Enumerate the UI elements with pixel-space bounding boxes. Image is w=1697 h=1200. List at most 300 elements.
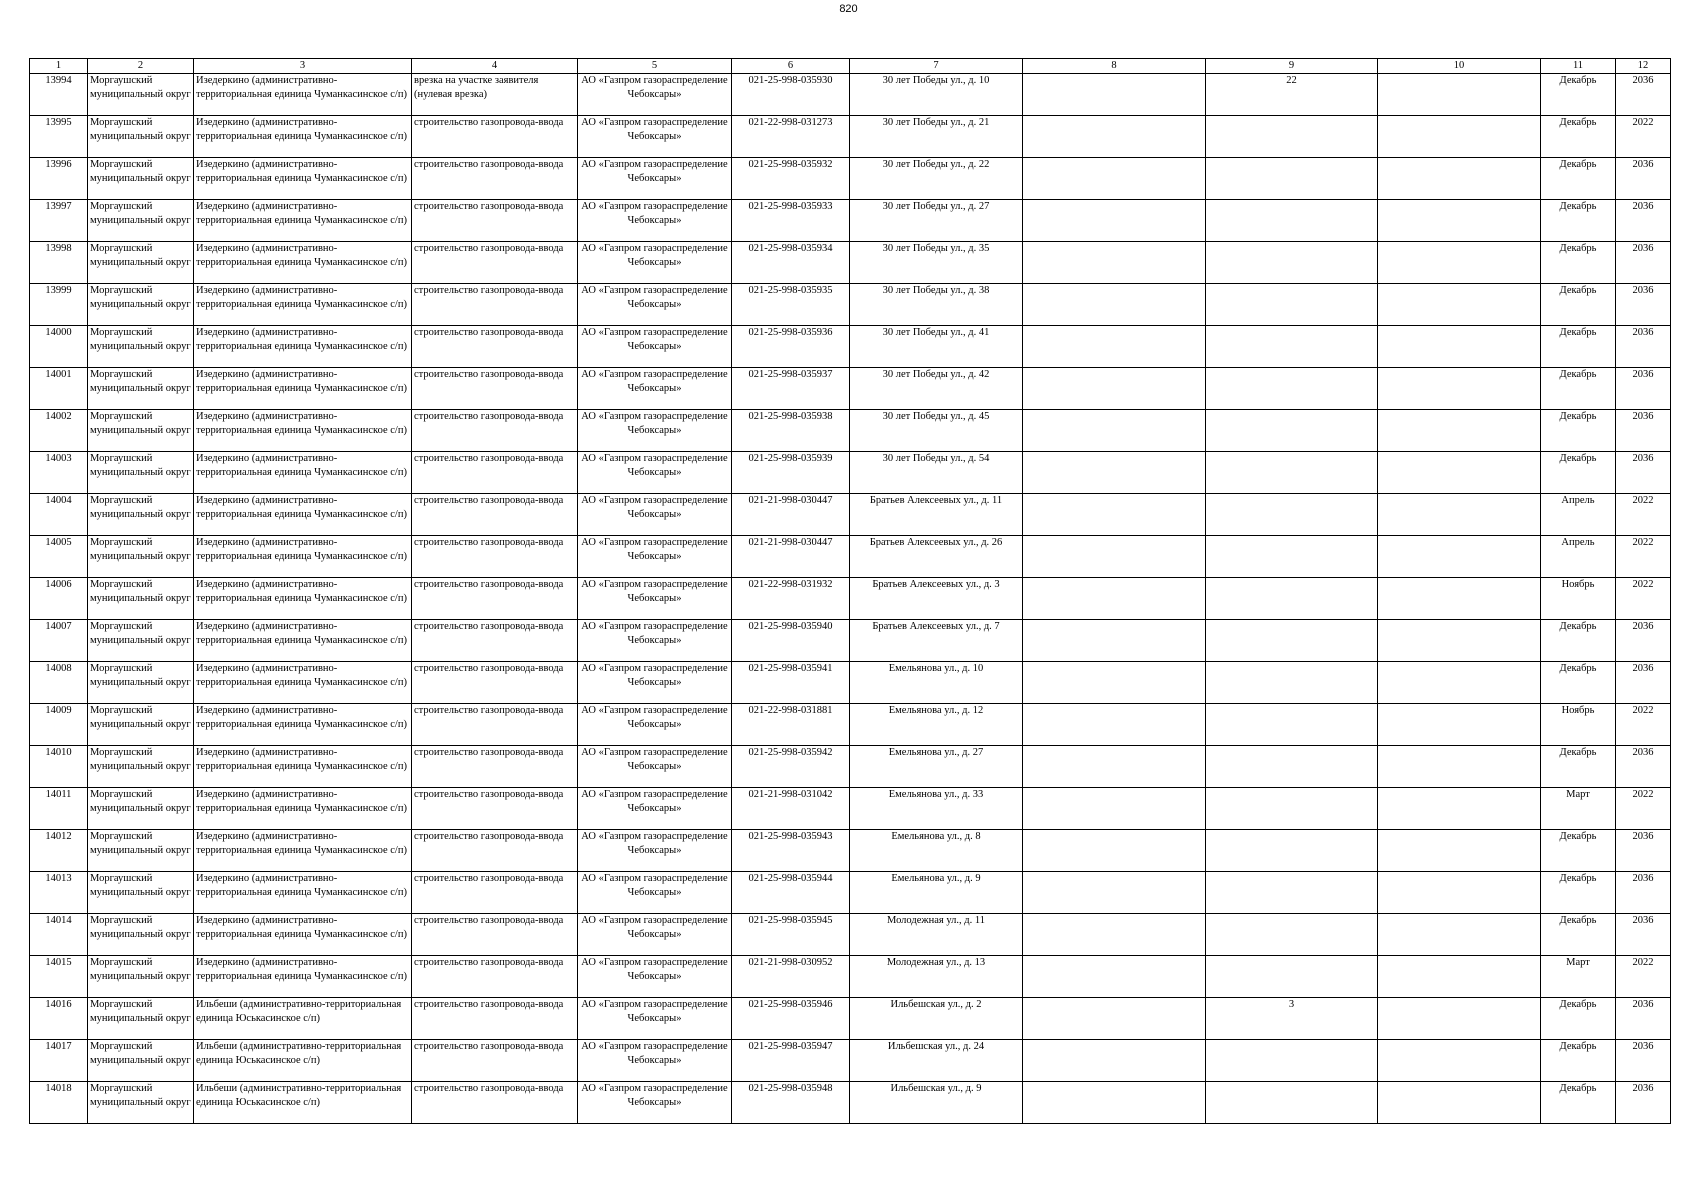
settlement-cell: Изедеркино (административно-территориальная единица Чуманкасинское с/п)	[194, 200, 412, 242]
work-type-cell: строительство газопровода-ввода	[412, 242, 578, 284]
column-10-cell	[1378, 74, 1541, 116]
application-code-cell: 021-25-998-035942	[732, 746, 850, 788]
column-9-cell	[1206, 956, 1378, 998]
work-type-cell: строительство газопровода-ввода	[412, 1082, 578, 1124]
column-8-cell	[1023, 998, 1206, 1040]
row-number-cell: 14012	[30, 830, 88, 872]
column-9-cell	[1206, 284, 1378, 326]
year-cell: 2036	[1616, 914, 1671, 956]
work-type-cell: строительство газопровода-ввода	[412, 284, 578, 326]
column-8-cell	[1023, 872, 1206, 914]
row-number-cell: 14011	[30, 788, 88, 830]
column-8-cell	[1023, 284, 1206, 326]
table-row	[30, 74, 1671, 116]
district-cell: Моргаушский муниципальный округ	[88, 74, 194, 116]
month-cell: Декабрь	[1541, 662, 1616, 704]
column-8-cell	[1023, 536, 1206, 578]
page-number: 820	[839, 3, 858, 15]
district-cell: Моргаушский муниципальный округ	[88, 200, 194, 242]
month-cell: Декабрь	[1541, 914, 1616, 956]
column-header: 3	[194, 59, 412, 74]
row-number-cell: 14003	[30, 452, 88, 494]
month-cell: Апрель	[1541, 536, 1616, 578]
year-cell: 2022	[1616, 494, 1671, 536]
column-10-cell	[1378, 704, 1541, 746]
organization-cell: АО «Газпром газораспределение Чебоксары»	[578, 620, 732, 662]
district-cell: Моргаушский муниципальный округ	[88, 158, 194, 200]
year-cell: 2036	[1616, 746, 1671, 788]
column-10-cell	[1378, 830, 1541, 872]
column-10-cell	[1378, 494, 1541, 536]
column-8-cell	[1023, 74, 1206, 116]
column-10-cell	[1378, 368, 1541, 410]
column-10-cell	[1378, 914, 1541, 956]
year-cell: 2036	[1616, 452, 1671, 494]
column-10-cell	[1378, 326, 1541, 368]
work-type-cell: строительство газопровода-ввода	[412, 830, 578, 872]
district-cell: Моргаушский муниципальный округ	[88, 788, 194, 830]
column-10-cell	[1378, 662, 1541, 704]
column-header: 5	[578, 59, 732, 74]
column-10-cell	[1378, 746, 1541, 788]
work-type-cell: врезка на участке заявителя (нулевая врезка)	[412, 74, 578, 116]
month-cell: Декабрь	[1541, 326, 1616, 368]
district-cell: Моргаушский муниципальный округ	[88, 1040, 194, 1082]
year-cell: 2036	[1616, 872, 1671, 914]
application-code-cell: 021-25-998-035930	[732, 74, 850, 116]
column-9-cell: 22	[1206, 74, 1378, 116]
address-cell: 30 лет Победы ул., д. 45	[850, 410, 1023, 452]
table-row	[30, 788, 1671, 830]
table-row	[30, 914, 1671, 956]
column-8-cell	[1023, 1040, 1206, 1082]
district-cell: Моргаушский муниципальный округ	[88, 914, 194, 956]
work-type-cell: строительство газопровода-ввода	[412, 158, 578, 200]
column-9-cell	[1206, 158, 1378, 200]
year-cell: 2036	[1616, 158, 1671, 200]
address-cell: Молодежная ул., д. 11	[850, 914, 1023, 956]
application-code-cell: 021-25-998-035948	[732, 1082, 850, 1124]
work-type-cell: строительство газопровода-ввода	[412, 116, 578, 158]
settlement-cell: Изедеркино (административно-территориальная единица Чуманкасинское с/п)	[194, 704, 412, 746]
column-10-cell	[1378, 116, 1541, 158]
work-type-cell: строительство газопровода-ввода	[412, 368, 578, 410]
settlement-cell: Изедеркино (административно-территориальная единица Чуманкасинское с/п)	[194, 662, 412, 704]
organization-cell: АО «Газпром газораспределение Чебоксары»	[578, 1082, 732, 1124]
work-type-cell: строительство газопровода-ввода	[412, 872, 578, 914]
table-row	[30, 326, 1671, 368]
month-cell: Декабрь	[1541, 368, 1616, 410]
work-type-cell: строительство газопровода-ввода	[412, 494, 578, 536]
column-9-cell	[1206, 704, 1378, 746]
year-cell: 2022	[1616, 788, 1671, 830]
column-10-cell	[1378, 242, 1541, 284]
settlement-cell: Изедеркино (административно-территориальная единица Чуманкасинское с/п)	[194, 746, 412, 788]
year-cell: 2036	[1616, 326, 1671, 368]
column-9-cell	[1206, 452, 1378, 494]
column-9-cell	[1206, 326, 1378, 368]
month-cell: Декабрь	[1541, 1040, 1616, 1082]
organization-cell: АО «Газпром газораспределение Чебоксары»	[578, 1040, 732, 1082]
work-type-cell: строительство газопровода-ввода	[412, 452, 578, 494]
year-cell: 2036	[1616, 1082, 1671, 1124]
column-9-cell	[1206, 872, 1378, 914]
organization-cell: АО «Газпром газораспределение Чебоксары»	[578, 74, 732, 116]
table-row	[30, 1082, 1671, 1124]
row-number-cell: 13998	[30, 242, 88, 284]
address-cell: Ильбешская ул., д. 2	[850, 998, 1023, 1040]
year-cell: 2036	[1616, 998, 1671, 1040]
table-row	[30, 536, 1671, 578]
application-code-cell: 021-22-998-031273	[732, 116, 850, 158]
work-type-cell: строительство газопровода-ввода	[412, 200, 578, 242]
organization-cell: АО «Газпром газораспределение Чебоксары»	[578, 242, 732, 284]
settlement-cell: Изедеркино (административно-территориальная единица Чуманкасинское с/п)	[194, 872, 412, 914]
address-cell: Братьев Алексеевых ул., д. 3	[850, 578, 1023, 620]
row-number-cell: 14001	[30, 368, 88, 410]
table-row	[30, 410, 1671, 452]
work-type-cell: строительство газопровода-ввода	[412, 326, 578, 368]
month-cell: Декабрь	[1541, 620, 1616, 662]
column-9-cell	[1206, 746, 1378, 788]
column-10-cell	[1378, 200, 1541, 242]
year-cell: 2022	[1616, 956, 1671, 998]
month-cell: Декабрь	[1541, 452, 1616, 494]
table-row	[30, 956, 1671, 998]
row-number-cell: 14000	[30, 326, 88, 368]
column-9-cell: 3	[1206, 998, 1378, 1040]
column-9-cell	[1206, 830, 1378, 872]
column-9-cell	[1206, 788, 1378, 830]
column-9-cell	[1206, 1040, 1378, 1082]
year-cell: 2036	[1616, 620, 1671, 662]
month-cell: Март	[1541, 956, 1616, 998]
month-cell: Декабрь	[1541, 242, 1616, 284]
district-cell: Моргаушский муниципальный округ	[88, 662, 194, 704]
settlement-cell: Ильбеши (административно-территориальная единица Юськасинское с/п)	[194, 1082, 412, 1124]
column-header: 9	[1206, 59, 1378, 74]
application-code-cell: 021-25-998-035937	[732, 368, 850, 410]
settlement-cell: Изедеркино (административно-территориальная единица Чуманкасинское с/п)	[194, 956, 412, 998]
column-9-cell	[1206, 200, 1378, 242]
year-cell: 2036	[1616, 74, 1671, 116]
column-8-cell	[1023, 116, 1206, 158]
year-cell: 2022	[1616, 578, 1671, 620]
column-10-cell	[1378, 410, 1541, 452]
settlement-cell: Изедеркино (административно-территориальная единица Чуманкасинское с/п)	[194, 830, 412, 872]
table-row	[30, 830, 1671, 872]
address-cell: Емельянова ул., д. 27	[850, 746, 1023, 788]
work-type-cell: строительство газопровода-ввода	[412, 704, 578, 746]
table-row	[30, 998, 1671, 1040]
column-8-cell	[1023, 578, 1206, 620]
work-type-cell: строительство газопровода-ввода	[412, 788, 578, 830]
column-9-cell	[1206, 536, 1378, 578]
column-8-cell	[1023, 914, 1206, 956]
district-cell: Моргаушский муниципальный округ	[88, 452, 194, 494]
table-row	[30, 452, 1671, 494]
district-cell: Моргаушский муниципальный округ	[88, 116, 194, 158]
application-code-cell: 021-25-998-035938	[732, 410, 850, 452]
work-type-cell: строительство газопровода-ввода	[412, 998, 578, 1040]
organization-cell: АО «Газпром газораспределение Чебоксары»	[578, 788, 732, 830]
month-cell: Декабрь	[1541, 116, 1616, 158]
application-code-cell: 021-25-998-035946	[732, 998, 850, 1040]
month-cell: Декабрь	[1541, 284, 1616, 326]
address-cell: Братьев Алексеевых ул., д. 11	[850, 494, 1023, 536]
column-9-cell	[1206, 410, 1378, 452]
address-cell: Емельянова ул., д. 33	[850, 788, 1023, 830]
settlement-cell: Изедеркино (административно-территориальная единица Чуманкасинское с/п)	[194, 914, 412, 956]
table-row	[30, 578, 1671, 620]
organization-cell: АО «Газпром газораспределение Чебоксары»	[578, 914, 732, 956]
district-cell: Моргаушский муниципальный округ	[88, 578, 194, 620]
column-number-row	[30, 59, 1671, 74]
address-cell: Братьев Алексеевых ул., д. 26	[850, 536, 1023, 578]
column-8-cell	[1023, 452, 1206, 494]
organization-cell: АО «Газпром газораспределение Чебоксары»	[578, 830, 732, 872]
settlement-cell: Изедеркино (административно-территориальная единица Чуманкасинское с/п)	[194, 116, 412, 158]
column-8-cell	[1023, 620, 1206, 662]
year-cell: 2036	[1616, 1040, 1671, 1082]
settlement-cell: Изедеркино (административно-территориальная единица Чуманкасинское с/п)	[194, 242, 412, 284]
table-row	[30, 704, 1671, 746]
settlement-cell: Изедеркино (административно-территориальная единица Чуманкасинское с/п)	[194, 620, 412, 662]
row-number-cell: 14015	[30, 956, 88, 998]
column-8-cell	[1023, 1082, 1206, 1124]
month-cell: Декабрь	[1541, 830, 1616, 872]
application-code-cell: 021-21-998-030447	[732, 536, 850, 578]
column-9-cell	[1206, 1082, 1378, 1124]
month-cell: Декабрь	[1541, 746, 1616, 788]
application-code-cell: 021-21-998-031042	[732, 788, 850, 830]
district-cell: Моргаушский муниципальный округ	[88, 746, 194, 788]
row-number-cell: 14016	[30, 998, 88, 1040]
application-code-cell: 021-25-998-035945	[732, 914, 850, 956]
application-code-cell: 021-25-998-035941	[732, 662, 850, 704]
column-9-cell	[1206, 116, 1378, 158]
column-8-cell	[1023, 956, 1206, 998]
work-type-cell: строительство газопровода-ввода	[412, 662, 578, 704]
district-cell: Моргаушский муниципальный округ	[88, 242, 194, 284]
column-header: 12	[1616, 59, 1671, 74]
column-header: 11	[1541, 59, 1616, 74]
month-cell: Декабрь	[1541, 158, 1616, 200]
column-8-cell	[1023, 788, 1206, 830]
application-code-cell: 021-22-998-031932	[732, 578, 850, 620]
month-cell: Ноябрь	[1541, 578, 1616, 620]
month-cell: Декабрь	[1541, 1082, 1616, 1124]
column-8-cell	[1023, 242, 1206, 284]
organization-cell: АО «Газпром газораспределение Чебоксары»	[578, 704, 732, 746]
row-number-cell: 14013	[30, 872, 88, 914]
address-cell: 30 лет Победы ул., д. 38	[850, 284, 1023, 326]
settlement-cell: Изедеркино (административно-территориальная единица Чуманкасинское с/п)	[194, 788, 412, 830]
column-8-cell	[1023, 494, 1206, 536]
column-8-cell	[1023, 368, 1206, 410]
settlement-cell: Изедеркино (административно-территориальная единица Чуманкасинское с/п)	[194, 536, 412, 578]
settlement-cell: Изедеркино (административно-территориальная единица Чуманкасинское с/п)	[194, 326, 412, 368]
table-body	[30, 74, 1671, 1124]
column-10-cell	[1378, 158, 1541, 200]
column-9-cell	[1206, 620, 1378, 662]
application-code-cell: 021-25-998-035940	[732, 620, 850, 662]
table-row	[30, 662, 1671, 704]
work-type-cell: строительство газопровода-ввода	[412, 914, 578, 956]
organization-cell: АО «Газпром газораспределение Чебоксары»	[578, 746, 732, 788]
district-cell: Моргаушский муниципальный округ	[88, 1082, 194, 1124]
row-number-cell: 13997	[30, 200, 88, 242]
column-10-cell	[1378, 620, 1541, 662]
address-cell: Емельянова ул., д. 8	[850, 830, 1023, 872]
year-cell: 2036	[1616, 368, 1671, 410]
column-8-cell	[1023, 830, 1206, 872]
work-type-cell: строительство газопровода-ввода	[412, 746, 578, 788]
column-10-cell	[1378, 578, 1541, 620]
column-10-cell	[1378, 536, 1541, 578]
work-type-cell: строительство газопровода-ввода	[412, 410, 578, 452]
address-cell: 30 лет Победы ул., д. 10	[850, 74, 1023, 116]
organization-cell: АО «Газпром газораспределение Чебоксары»	[578, 284, 732, 326]
column-9-cell	[1206, 242, 1378, 284]
column-9-cell	[1206, 662, 1378, 704]
column-10-cell	[1378, 1040, 1541, 1082]
address-cell: 30 лет Победы ул., д. 54	[850, 452, 1023, 494]
column-10-cell	[1378, 1082, 1541, 1124]
district-cell: Моргаушский муниципальный округ	[88, 536, 194, 578]
month-cell: Ноябрь	[1541, 704, 1616, 746]
year-cell: 2036	[1616, 242, 1671, 284]
application-code-cell: 021-22-998-031881	[732, 704, 850, 746]
month-cell: Декабрь	[1541, 200, 1616, 242]
row-number-cell: 14006	[30, 578, 88, 620]
application-code-cell: 021-25-998-035933	[732, 200, 850, 242]
address-cell: Братьев Алексеевых ул., д. 7	[850, 620, 1023, 662]
organization-cell: АО «Газпром газораспределение Чебоксары»	[578, 368, 732, 410]
settlement-cell: Изедеркино (административно-территориальная единица Чуманкасинское с/п)	[194, 158, 412, 200]
row-number-cell: 14007	[30, 620, 88, 662]
month-cell: Декабрь	[1541, 74, 1616, 116]
district-cell: Моргаушский муниципальный округ	[88, 872, 194, 914]
application-code-cell: 021-21-998-030447	[732, 494, 850, 536]
address-cell: 30 лет Победы ул., д. 22	[850, 158, 1023, 200]
settlement-cell: Изедеркино (административно-территориальная единица Чуманкасинское с/п)	[194, 410, 412, 452]
district-cell: Моргаушский муниципальный округ	[88, 998, 194, 1040]
district-cell: Моргаушский муниципальный округ	[88, 956, 194, 998]
district-cell: Моргаушский муниципальный округ	[88, 830, 194, 872]
column-10-cell	[1378, 998, 1541, 1040]
column-header: 8	[1023, 59, 1206, 74]
application-code-cell: 021-25-998-035947	[732, 1040, 850, 1082]
year-cell: 2036	[1616, 284, 1671, 326]
row-number-cell: 14004	[30, 494, 88, 536]
district-cell: Моргаушский муниципальный округ	[88, 368, 194, 410]
column-8-cell	[1023, 704, 1206, 746]
address-cell: Ильбешская ул., д. 9	[850, 1082, 1023, 1124]
application-code-cell: 021-25-998-035934	[732, 242, 850, 284]
address-cell: 30 лет Победы ул., д. 27	[850, 200, 1023, 242]
row-number-cell: 13999	[30, 284, 88, 326]
work-type-cell: строительство газопровода-ввода	[412, 536, 578, 578]
table-row	[30, 1040, 1671, 1082]
organization-cell: АО «Газпром газораспределение Чебоксары»	[578, 956, 732, 998]
organization-cell: АО «Газпром газораспределение Чебоксары»	[578, 410, 732, 452]
row-number-cell: 14010	[30, 746, 88, 788]
work-type-cell: строительство газопровода-ввода	[412, 1040, 578, 1082]
district-cell: Моргаушский муниципальный округ	[88, 620, 194, 662]
table-row	[30, 494, 1671, 536]
table-row	[30, 620, 1671, 662]
address-cell: Емельянова ул., д. 9	[850, 872, 1023, 914]
application-code-cell: 021-25-998-035932	[732, 158, 850, 200]
address-cell: Ильбешская ул., д. 24	[850, 1040, 1023, 1082]
settlement-cell: Изедеркино (административно-территориальная единица Чуманкасинское с/п)	[194, 494, 412, 536]
column-header: 6	[732, 59, 850, 74]
address-cell: 30 лет Победы ул., д. 41	[850, 326, 1023, 368]
row-number-cell: 14018	[30, 1082, 88, 1124]
year-cell: 2022	[1616, 704, 1671, 746]
column-9-cell	[1206, 578, 1378, 620]
column-8-cell	[1023, 410, 1206, 452]
row-number-cell: 13995	[30, 116, 88, 158]
column-9-cell	[1206, 494, 1378, 536]
address-cell: 30 лет Победы ул., д. 35	[850, 242, 1023, 284]
table-row	[30, 158, 1671, 200]
table-row	[30, 284, 1671, 326]
column-10-cell	[1378, 452, 1541, 494]
organization-cell: АО «Газпром газораспределение Чебоксары»	[578, 578, 732, 620]
district-cell: Моргаушский муниципальный округ	[88, 704, 194, 746]
district-cell: Моргаушский муниципальный округ	[88, 284, 194, 326]
year-cell: 2022	[1616, 116, 1671, 158]
application-code-cell: 021-25-998-035939	[732, 452, 850, 494]
table-row	[30, 200, 1671, 242]
address-cell: Емельянова ул., д. 10	[850, 662, 1023, 704]
organization-cell: АО «Газпром газораспределение Чебоксары»	[578, 536, 732, 578]
column-8-cell	[1023, 158, 1206, 200]
column-10-cell	[1378, 284, 1541, 326]
column-10-cell	[1378, 788, 1541, 830]
row-number-cell: 13996	[30, 158, 88, 200]
column-8-cell	[1023, 746, 1206, 788]
district-cell: Моргаушский муниципальный округ	[88, 494, 194, 536]
organization-cell: АО «Газпром газораспределение Чебоксары»	[578, 326, 732, 368]
year-cell: 2036	[1616, 410, 1671, 452]
column-header: 7	[850, 59, 1023, 74]
row-number-cell: 14017	[30, 1040, 88, 1082]
row-number-cell: 13994	[30, 74, 88, 116]
column-header: 2	[88, 59, 194, 74]
year-cell: 2036	[1616, 200, 1671, 242]
settlement-cell: Изедеркино (административно-территориальная единица Чуманкасинское с/п)	[194, 578, 412, 620]
organization-cell: АО «Газпром газораспределение Чебоксары»	[578, 200, 732, 242]
organization-cell: АО «Газпром газораспределение Чебоксары»	[578, 452, 732, 494]
work-type-cell: строительство газопровода-ввода	[412, 620, 578, 662]
column-header: 10	[1378, 59, 1541, 74]
column-header: 4	[412, 59, 578, 74]
application-code-cell: 021-25-998-035935	[732, 284, 850, 326]
column-header: 1	[30, 59, 88, 74]
column-8-cell	[1023, 326, 1206, 368]
application-code-cell: 021-25-998-035944	[732, 872, 850, 914]
work-type-cell: строительство газопровода-ввода	[412, 956, 578, 998]
settlement-cell: Ильбеши (административно-территориальная единица Юськасинское с/п)	[194, 1040, 412, 1082]
address-cell: Молодежная ул., д. 13	[850, 956, 1023, 998]
work-type-cell: строительство газопровода-ввода	[412, 578, 578, 620]
district-cell: Моргаушский муниципальный округ	[88, 410, 194, 452]
month-cell: Декабрь	[1541, 998, 1616, 1040]
year-cell: 2036	[1616, 662, 1671, 704]
